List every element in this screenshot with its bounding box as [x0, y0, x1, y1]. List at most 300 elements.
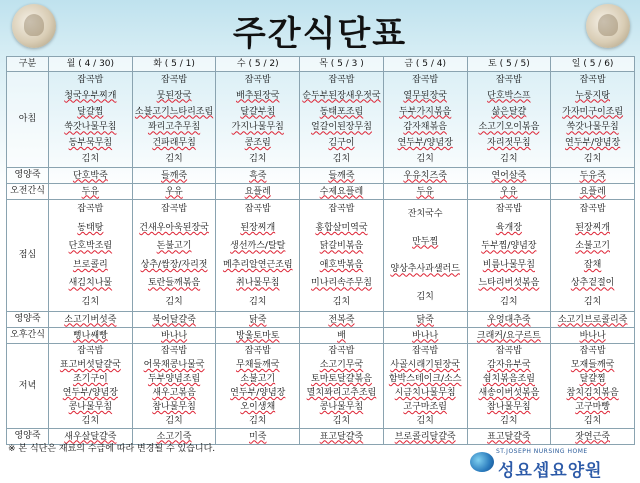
dish-item — [133, 73, 216, 87]
dish-list — [551, 429, 634, 444]
emblem-image-right — [586, 4, 630, 48]
menu-cell — [132, 72, 216, 168]
menu-cell — [300, 328, 384, 344]
dish-text: 동태탕 — [77, 222, 104, 233]
dish-item — [300, 400, 383, 414]
dish-item — [133, 358, 216, 372]
menu-cell — [132, 184, 216, 200]
dish-text: 잡곡밥 — [495, 346, 522, 356]
dish-item — [133, 313, 216, 327]
dish-list — [216, 328, 299, 343]
dish-item — [49, 386, 132, 400]
menu-cell — [49, 344, 133, 429]
meal-row — [7, 168, 635, 184]
dish-item — [216, 202, 299, 216]
header-row — [7, 57, 635, 72]
dish-text: 어묵채콩나물국 — [143, 360, 205, 370]
dish-item — [49, 358, 132, 372]
dish-item — [468, 258, 551, 272]
menu-cell — [132, 200, 216, 312]
dish-item — [551, 295, 634, 309]
dish-item — [300, 89, 383, 103]
dish-list — [133, 312, 216, 327]
dish-item — [133, 89, 216, 103]
dish-text: 잡곡밥 — [77, 346, 104, 356]
dish-text: 잡채 — [583, 259, 602, 270]
dish-list — [551, 312, 634, 327]
dish-item — [49, 372, 132, 386]
dish-list — [300, 184, 383, 199]
dish-list — [133, 200, 216, 311]
menu-cell — [216, 168, 300, 184]
dish-text: 쑥갓나물무침 — [566, 122, 619, 133]
dish-text: 흑죽 — [249, 170, 267, 181]
meal-label: 오후간식 — [7, 328, 49, 344]
dish-text: 배추된장국 — [236, 90, 280, 101]
menu-cell — [49, 312, 133, 328]
dish-text: 잔치국수 — [407, 208, 443, 219]
menu-cell — [467, 328, 551, 344]
menu-cell — [467, 168, 551, 184]
dish-item — [384, 152, 467, 166]
dish-item — [300, 169, 383, 183]
dish-item — [49, 313, 132, 327]
dish-text: 육개장 — [495, 222, 522, 233]
dish-item — [468, 239, 551, 253]
dish-text: 열무된장국 — [403, 90, 447, 101]
dish-text: 연두부/양념장 — [397, 138, 453, 149]
dish-list — [49, 184, 132, 199]
dish-item — [300, 202, 383, 216]
dish-text: 김치 — [332, 416, 351, 426]
dish-item — [216, 89, 299, 103]
meal-row — [7, 72, 635, 168]
dish-item — [300, 136, 383, 150]
dish-text: 비름나물무침 — [482, 259, 535, 270]
dish-list — [384, 328, 467, 343]
day-name: 토 — [488, 58, 497, 69]
dish-item — [49, 120, 132, 134]
dish-item — [551, 386, 634, 400]
day-header-2 — [216, 57, 300, 72]
menu-cell — [551, 344, 635, 429]
dish-text: 가자미구이조림 — [562, 106, 624, 117]
dish-list — [216, 312, 299, 327]
dish-item — [216, 221, 299, 235]
menu-cell — [216, 72, 300, 168]
dish-text: 건새우아욱된장국 — [139, 222, 209, 233]
dish-item — [216, 430, 299, 444]
menu-cell — [551, 328, 635, 344]
weekly-menu-table — [6, 56, 635, 445]
dish-item — [300, 258, 383, 272]
dish-text: 뭇된장국 — [156, 90, 192, 101]
dish-text: 김치 — [332, 154, 351, 165]
dish-item — [551, 372, 634, 386]
dish-text: 잡곡밥 — [77, 74, 104, 85]
dish-text: 참치김치볶음 — [566, 388, 619, 398]
dish-item — [468, 344, 551, 358]
dish-item — [384, 400, 467, 414]
dish-text: 표고달걀죽 — [319, 431, 364, 442]
dish-item — [133, 400, 216, 414]
menu-cell — [300, 429, 384, 445]
dish-list — [216, 168, 299, 183]
dish-text: 달걀찜 — [77, 106, 104, 117]
dish-text: 참나물무침 — [487, 402, 531, 412]
dish-list — [551, 328, 634, 343]
dish-text: 김치 — [332, 296, 351, 307]
dish-list — [49, 312, 132, 327]
dish-text: 가지나물무침 — [231, 122, 284, 133]
dish-item — [300, 221, 383, 235]
dish-text: 참나물무침 — [152, 402, 196, 412]
dish-text: 토마토달걀볶음 — [311, 374, 372, 384]
day-name: 금 — [404, 58, 414, 69]
day-name: 일 — [571, 58, 581, 69]
dish-text: 소불고기 — [240, 374, 276, 384]
dish-item — [216, 105, 299, 119]
menu-cell — [300, 200, 384, 312]
dish-item — [468, 329, 551, 343]
meal-label: 점심 — [7, 200, 49, 312]
dish-item — [216, 120, 299, 134]
dish-text: 소고기죽 — [156, 431, 192, 442]
dish-text: 우유 — [500, 186, 518, 197]
dish-text: 잡곡밥 — [161, 204, 188, 215]
menu-cell — [383, 184, 467, 200]
dish-text: 고구마빵 — [575, 402, 610, 412]
dish-item — [551, 136, 634, 150]
dish-item — [49, 258, 132, 272]
menu-cell — [467, 429, 551, 445]
dish-list — [384, 72, 467, 167]
day-header-4 — [383, 57, 467, 72]
dish-text: 김치 — [81, 296, 100, 307]
dish-item — [468, 136, 551, 150]
dish-text: 토란들깨볶음 — [147, 278, 201, 289]
dish-text: 김치 — [165, 416, 183, 426]
dish-item — [551, 430, 634, 444]
dish-text: 오이생채 — [240, 402, 276, 412]
dish-text: 닭죽 — [249, 314, 267, 325]
dish-item — [384, 235, 467, 249]
dish-text: 김치 — [500, 296, 518, 307]
meal-row — [7, 312, 635, 328]
dish-list — [300, 328, 383, 343]
dish-item — [133, 202, 216, 216]
dish-item — [468, 202, 551, 216]
dish-text: 두유죽 — [579, 170, 606, 181]
menu-cell — [551, 72, 635, 168]
dish-item — [133, 120, 216, 134]
dish-item — [216, 152, 299, 166]
dish-item — [384, 120, 467, 134]
brand-logo — [470, 448, 635, 481]
dish-text: 닭갈비볶음 — [319, 241, 364, 252]
dish-text: 김치 — [583, 416, 602, 426]
dish-text: 단호박스프 — [487, 90, 531, 101]
dish-list — [384, 184, 467, 199]
dish-list — [133, 344, 216, 428]
dish-list — [468, 429, 551, 444]
dish-item — [133, 169, 216, 183]
dish-item — [384, 89, 467, 103]
dish-item — [468, 386, 551, 400]
dish-text: 감자유부국 — [487, 360, 531, 370]
dish-item — [216, 169, 299, 183]
dish-item — [300, 152, 383, 166]
day-date: ( 5 / 2) — [248, 58, 279, 69]
dish-item — [384, 430, 467, 444]
dish-item — [133, 105, 216, 119]
day-date: ( 5 / 6) — [583, 58, 614, 69]
brand-name: 성요셉요양원 — [498, 461, 603, 481]
dish-text: 청국우부찌개 — [64, 90, 117, 101]
dish-text: 시금치나물무침 — [394, 388, 456, 398]
dish-text: 크래커/요구르트 — [476, 330, 541, 341]
dish-item — [133, 239, 216, 253]
dish-item — [384, 105, 467, 119]
dish-text: 잡곡밥 — [495, 74, 522, 85]
dish-text: 요플레 — [244, 186, 271, 197]
dish-text: 미죽 — [249, 431, 267, 442]
dish-text: 꽈리고추무침 — [147, 122, 201, 133]
dish-list — [133, 184, 216, 199]
dish-item — [49, 73, 132, 87]
dish-text: 우엉대추죽 — [487, 314, 531, 325]
menu-cell — [383, 200, 467, 312]
meal-row — [7, 328, 635, 344]
menu-cell — [132, 328, 216, 344]
dish-item — [300, 344, 383, 358]
dish-item — [300, 105, 383, 119]
dish-text: 김치 — [165, 296, 183, 307]
dish-text: 수제요플레 — [319, 186, 364, 197]
dish-item — [551, 152, 634, 166]
dish-item — [133, 276, 216, 290]
dish-text: 멸치꽈리고추조림 — [306, 388, 377, 398]
dish-text: 뻥나쌔빵 — [72, 330, 108, 341]
dish-item — [49, 400, 132, 414]
dish-text: 바나나 — [579, 330, 606, 341]
dish-text: 소고기오이볶음 — [478, 122, 540, 133]
dish-item — [216, 239, 299, 253]
day-name: 목 — [319, 58, 328, 69]
dish-item — [133, 136, 216, 150]
dish-text: 홍합살미역국 — [315, 222, 368, 233]
menu-cell — [300, 72, 384, 168]
dish-item — [216, 414, 299, 428]
dish-list — [468, 344, 551, 428]
menu-cell — [132, 312, 216, 328]
day-header-5 — [467, 57, 551, 72]
dish-list — [468, 200, 551, 311]
dish-item — [384, 358, 467, 372]
dish-item — [551, 358, 634, 372]
dish-text: 콩나물무침 — [68, 402, 113, 412]
dish-item — [384, 386, 467, 400]
dish-text: 소불고기 — [575, 241, 610, 252]
dish-text: 소고기버섯죽 — [64, 314, 117, 325]
dish-list — [49, 168, 132, 183]
dish-item — [468, 372, 551, 386]
dish-item — [384, 313, 467, 327]
dish-item — [551, 105, 634, 119]
menu-cell — [551, 168, 635, 184]
dish-item — [49, 152, 132, 166]
menu-cell — [300, 312, 384, 328]
dish-list — [216, 184, 299, 199]
dish-text: 방울토마토 — [236, 330, 280, 341]
dish-list — [216, 72, 299, 167]
dish-item — [300, 372, 383, 386]
dish-text: 브로콜리달걀죽 — [394, 431, 456, 442]
dish-item — [384, 329, 467, 343]
dish-item — [216, 276, 299, 290]
day-header-1 — [132, 57, 216, 72]
dish-text: 단호박죽 — [72, 170, 108, 181]
menu-cell — [49, 200, 133, 312]
dish-text: 동태포조림 — [319, 106, 364, 117]
dish-text: 감자채볶음 — [403, 122, 447, 133]
menu-cell — [467, 312, 551, 328]
dish-item — [300, 239, 383, 253]
page-title: 주간식단표 — [232, 14, 408, 54]
dish-text: 미나리속주무침 — [311, 278, 372, 289]
menu-cell — [216, 312, 300, 328]
dish-text: 브로콜리 — [72, 259, 108, 270]
dish-text: 바나나 — [412, 330, 439, 341]
dish-item — [384, 136, 467, 150]
dish-text: 새우살달걀죽 — [64, 431, 117, 442]
dish-text: 연두부/양념장 — [565, 138, 621, 149]
meal-row — [7, 344, 635, 429]
dish-item — [49, 295, 132, 309]
dish-text: 잡곡밥 — [244, 74, 271, 85]
dish-item — [216, 386, 299, 400]
dish-item — [551, 202, 634, 216]
dish-text: 잡곡밥 — [77, 204, 104, 215]
meal-label: 저녁 — [7, 344, 49, 429]
dish-text: 배 — [337, 330, 346, 341]
dish-text: 잡곡밥 — [244, 204, 271, 215]
dish-item — [384, 169, 467, 183]
dish-text: 전복죽 — [328, 314, 355, 325]
dish-text: 두부양념조림 — [147, 374, 201, 384]
day-header-3 — [300, 57, 384, 72]
day-name: 수 — [236, 58, 246, 69]
dish-item — [216, 258, 299, 272]
dish-item — [551, 185, 634, 199]
dish-item — [49, 202, 132, 216]
dish-list — [300, 200, 383, 311]
dish-item — [216, 344, 299, 358]
dish-text: 김치 — [416, 416, 434, 426]
menu-cell — [49, 168, 133, 184]
dish-item — [133, 329, 216, 343]
dish-text: 콩조림 — [244, 138, 271, 149]
dish-list — [133, 328, 216, 343]
dish-item — [49, 185, 132, 199]
menu-cell — [300, 184, 384, 200]
menu-cell — [216, 344, 300, 429]
dish-item — [384, 73, 467, 87]
menu-cell — [467, 344, 551, 429]
dish-list — [384, 312, 467, 327]
dish-text: 잣연근죽 — [575, 431, 610, 442]
menu-cell — [132, 344, 216, 429]
meal-label: 영양죽 — [7, 429, 49, 445]
dish-list — [216, 429, 299, 444]
day-date: ( 5 / 3 ) — [330, 58, 364, 69]
dish-list — [384, 344, 467, 428]
day-date: ( 4 / 30) — [78, 58, 115, 69]
menu-cell — [216, 200, 300, 312]
dish-text: 표고달걀죽 — [487, 431, 531, 442]
dish-list — [300, 168, 383, 183]
menu-cell — [49, 328, 133, 344]
dish-text: 쉼치볶음조림 — [482, 374, 535, 384]
day-date: ( 5 / 4) — [415, 58, 446, 69]
dish-text: 표고버섯달걀국 — [59, 360, 121, 370]
dish-text: 무채들깨국 — [236, 360, 280, 370]
dish-item — [468, 414, 551, 428]
dish-text: 잡곡밥 — [412, 74, 439, 85]
dish-text: 메추리알연근조림 — [222, 259, 293, 270]
dish-item — [384, 262, 467, 276]
dish-text: 새우고볶음 — [152, 388, 196, 398]
dish-item — [384, 372, 467, 386]
dish-item — [384, 290, 467, 304]
dish-text: 잡곡밥 — [579, 204, 606, 215]
menu-cell — [216, 429, 300, 445]
dish-item — [551, 258, 634, 272]
dish-item — [300, 414, 383, 428]
dish-text: 두부찜/양념장 — [481, 241, 537, 252]
header — [0, 0, 640, 55]
dish-item — [216, 358, 299, 372]
dish-text: 누룽지탕 — [575, 90, 610, 101]
dish-text: 김치 — [500, 416, 518, 426]
dish-text: 얼갈이된장무침 — [311, 122, 372, 133]
dish-item — [49, 169, 132, 183]
brand-subtitle: ST.JOSEPH NURSING HOME — [496, 448, 588, 455]
dish-text: 새김치나물 — [68, 278, 113, 289]
dish-item — [384, 344, 467, 358]
dish-item — [133, 185, 216, 199]
dish-item — [551, 276, 634, 290]
dish-text: 사골시래기된장국 — [390, 360, 460, 370]
dish-text: 소고기무국 — [319, 360, 364, 370]
dish-item — [133, 258, 216, 272]
dish-text: 모재들깨국 — [570, 360, 615, 370]
dish-item — [468, 276, 551, 290]
dish-item — [300, 358, 383, 372]
dish-text: 연어살죽 — [491, 170, 527, 181]
footnote: ※ 본 식단은 재료의 수급에 따라 변경될 수 있습니다. — [8, 444, 216, 454]
dish-item — [133, 386, 216, 400]
menu-cell — [300, 344, 384, 429]
dish-text: 들깨죽 — [328, 170, 355, 181]
dish-text: 김치 — [249, 154, 267, 165]
dish-item — [384, 207, 467, 221]
meal-row — [7, 200, 635, 312]
dish-text: 김치 — [81, 154, 100, 165]
dish-item — [49, 136, 132, 150]
dish-text: 잡곡밥 — [495, 204, 522, 215]
dish-item — [216, 372, 299, 386]
